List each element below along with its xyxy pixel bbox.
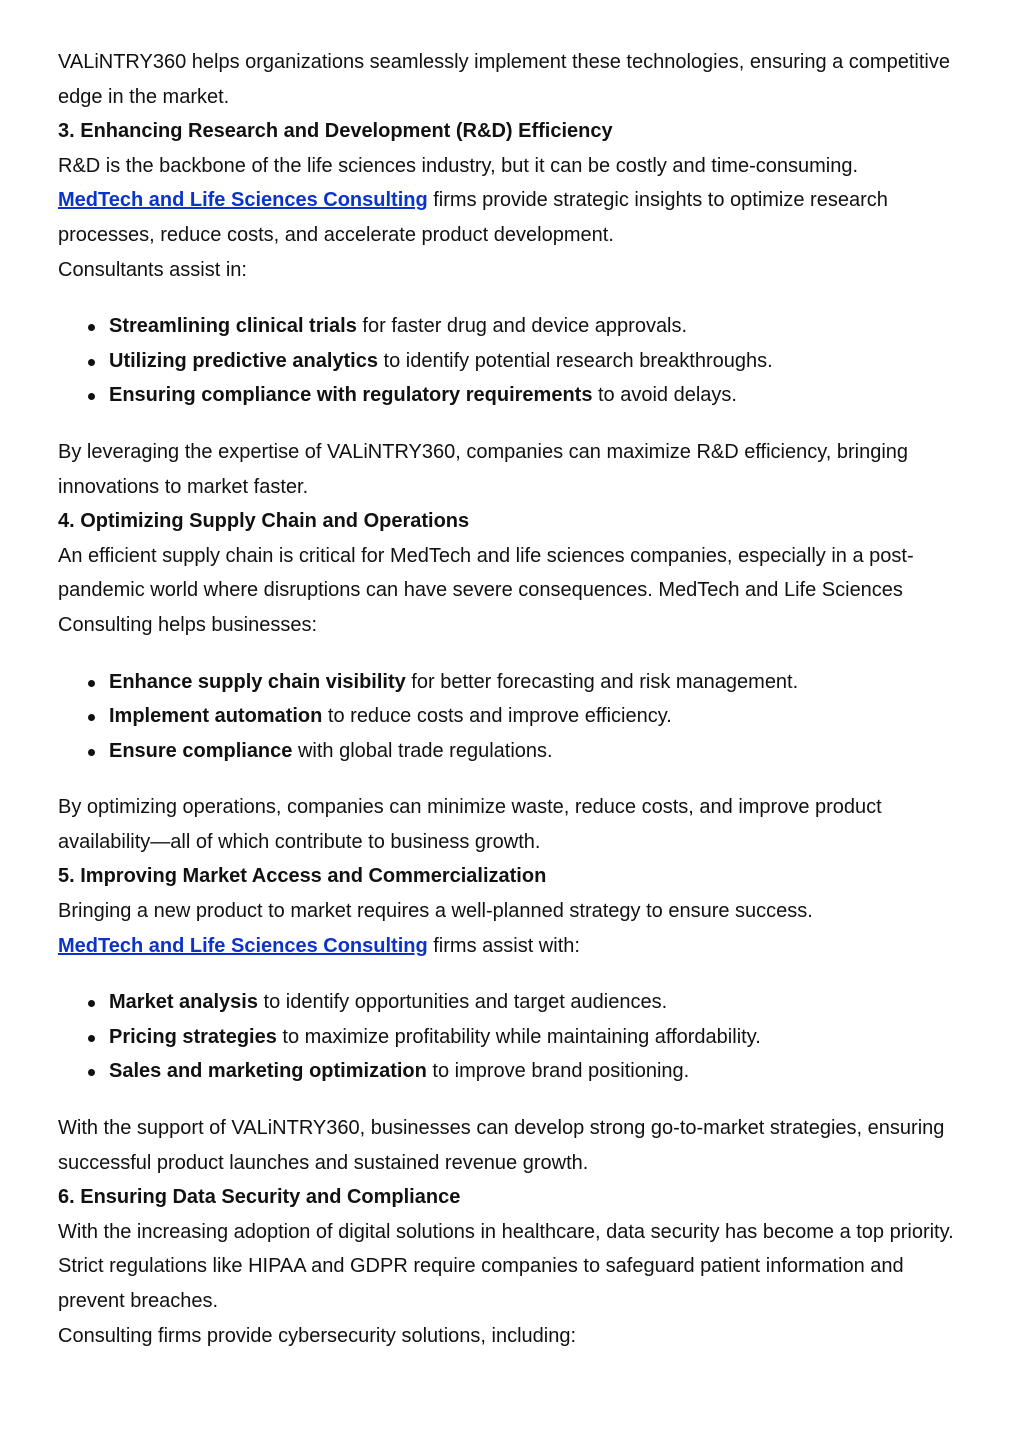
list-item-text: to improve brand positioning.	[426, 1060, 690, 1083]
medtech-consulting-link[interactable]: MedTech and Life Sciences Consulting	[58, 934, 428, 957]
list-item-text: to reduce costs and improve efficiency.	[322, 705, 672, 728]
section-5-closing: With the support of VALiNTRY360, businesses can develop strong go-to-market strategies, ensuring successful product launches and sustained revenue growth.	[58, 1117, 945, 1174]
list-item-text: to avoid delays.	[592, 384, 737, 407]
section-4-heading: 4. Optimizing Supply Chain and Operations	[58, 510, 470, 533]
section-4-closing: By optimizing operations, companies can minimize waste, reduce costs, and improve product availability—all of which contribute to business growth.	[58, 796, 882, 853]
medtech-consulting-link[interactable]: MedTech and Life Sciences Consulting	[58, 189, 428, 212]
section-3-lead: Consultants assist in:	[58, 258, 247, 281]
list-item	[109, 985, 968, 1020]
list-item-text: to maximize profitability while maintaining affordability.	[276, 1025, 761, 1048]
section-3-paragraph-1: R&D is the backbone of the life sciences industry, but it can be costly and time-consuming.	[58, 154, 859, 177]
section-3-paragraph-2	[58, 183, 968, 252]
list-item-text: with global trade regulations.	[292, 739, 553, 762]
list-item	[109, 344, 968, 379]
list-item	[109, 1054, 968, 1089]
section-5-paragraph-1: Bringing a new product to market requires a well-planned strategy to ensure success.	[58, 900, 813, 923]
section-3-closing: By leveraging the expertise of VALiNTRY360, companies can maximize R&D efficiency, bringing innovations to market faster.	[58, 440, 909, 498]
section-5-paragraph-2	[58, 929, 968, 964]
list-item-bold: Market analysis	[109, 991, 258, 1014]
list-item-text: for faster drug and device approvals.	[356, 315, 688, 338]
list-item-text: to identify potential research breakthroughs.	[377, 349, 773, 372]
list-item	[109, 734, 968, 769]
list-item	[109, 665, 968, 700]
list-item	[109, 309, 968, 344]
section-3-list	[58, 309, 968, 413]
document-page	[58, 45, 968, 1353]
list-item-text: to identify opportunities and target audiences.	[257, 991, 668, 1014]
list-item-text: for better forecasting and risk management.	[405, 670, 799, 693]
list-item-bold: Implement automation	[109, 705, 323, 728]
section-6-lead: Consulting firms provide cybersecurity solutions, including:	[58, 1324, 577, 1347]
section-6-heading: 6. Ensuring Data Security and Compliance	[58, 1186, 461, 1209]
section-5-paragraph-2-text: firms assist with:	[427, 934, 580, 957]
list-item-bold: Sales and marketing optimization	[109, 1060, 427, 1083]
section-3-paragraph-2-text: firms provide strategic insights to optimize research processes, reduce costs, and accelerate product development.	[58, 189, 888, 246]
list-item-bold: Ensure compliance	[109, 739, 293, 762]
section-5-heading: 5. Improving Market Access and Commercialization	[58, 865, 547, 888]
section-4-paragraph-1: An efficient supply chain is critical for MedTech and life sciences companies, especially in a post-pandemic world where disruptions can have severe consequences. MedTech and Life Sciences Consulting helps businesses:	[58, 544, 914, 636]
section-6-paragraph-1: With the increasing adoption of digital solutions in healthcare, data security has become a top priority. Strict regulations like HIPAA and GDPR require companies to safeguard patient information and prevent breaches.	[58, 1220, 954, 1312]
section-4-list	[58, 665, 968, 769]
list-item-bold: Pricing strategies	[109, 1025, 277, 1048]
section-5-list	[58, 985, 968, 1089]
list-item-bold: Ensuring compliance with regulatory requirements	[109, 384, 593, 407]
list-item	[109, 1020, 968, 1055]
list-item-bold: Enhance supply chain visibility	[109, 670, 406, 693]
list-item-bold: Utilizing predictive analytics	[109, 349, 378, 372]
list-item-bold: Streamlining clinical trials	[109, 315, 357, 338]
intro-paragraph: VALiNTRY360 helps organizations seamlessly implement these technologies, ensuring a competitive edge in the market.	[58, 51, 950, 108]
list-item	[109, 378, 968, 413]
section-3-heading: 3. Enhancing Research and Development (R&D) Efficiency	[58, 120, 613, 143]
list-item	[109, 699, 968, 734]
